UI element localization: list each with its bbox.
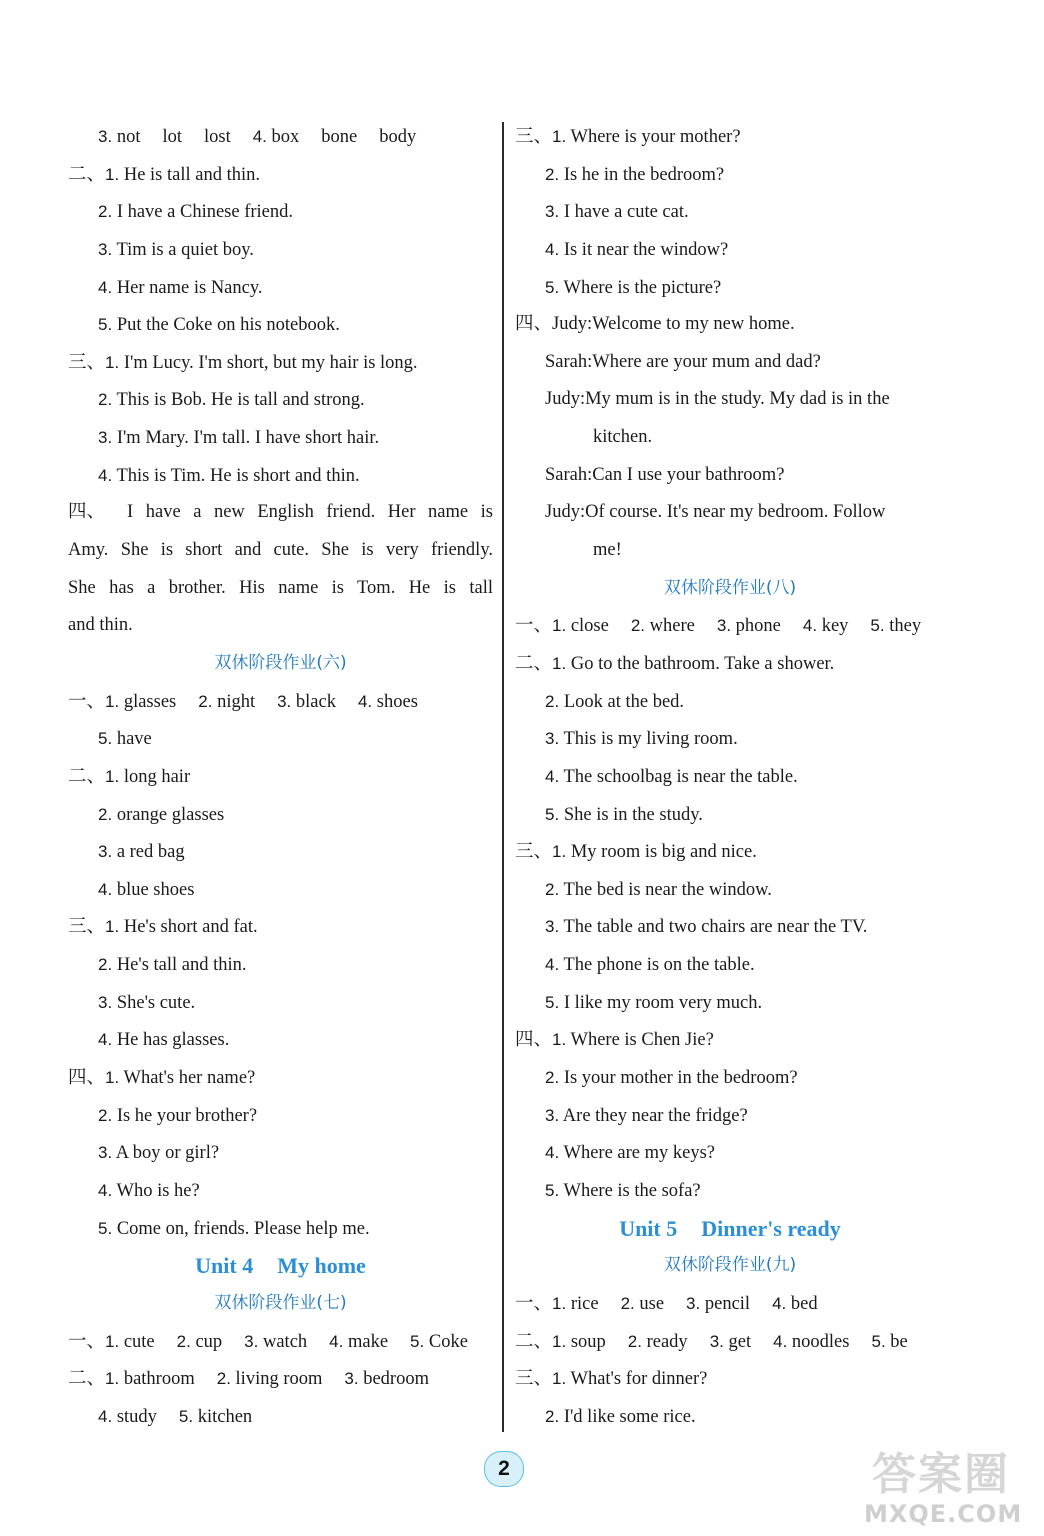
answer-text: noodles <box>791 1331 850 1352</box>
item-number: 4. <box>252 127 267 146</box>
item-number: 3. <box>98 127 113 146</box>
item-number: 1. <box>552 616 567 636</box>
item-number: 4. <box>329 1331 344 1351</box>
section-marker: 三、 <box>68 352 106 373</box>
item-number: 1. <box>105 917 120 937</box>
page-number-badge <box>484 1451 524 1487</box>
answer-line <box>515 908 945 946</box>
item-number: 3. <box>344 1369 359 1389</box>
answer-text: living room <box>235 1369 323 1390</box>
answer-text: The bed is near the window. <box>563 879 772 900</box>
answer-text: bed <box>790 1293 818 1314</box>
answer-line <box>68 946 493 984</box>
item-number: 2. <box>545 1406 560 1426</box>
right-column <box>515 118 945 1435</box>
item-number: 2. <box>545 879 560 899</box>
dialog-line: Sarah:Where are your mum and dad? <box>545 351 821 372</box>
answer-line <box>515 984 945 1022</box>
answer-line <box>515 1172 945 1210</box>
answer-line <box>68 457 493 495</box>
answer-line <box>68 306 493 344</box>
paragraph-text: and thin. <box>68 615 133 636</box>
answer-text: ready <box>646 1331 688 1352</box>
answer-line <box>68 381 493 419</box>
left-column <box>68 118 493 1435</box>
dialog-text: Of course. It's near my bedroom. Follow <box>585 502 886 523</box>
dialog-line: 四、Judy:Welcome to my new home. <box>515 306 945 344</box>
answer-text: He's short and fat. <box>123 917 258 938</box>
item-number: 3. <box>98 1143 113 1163</box>
answer-line <box>515 871 945 909</box>
answer-text: study <box>116 1406 157 1427</box>
item-number: 1. <box>105 352 120 372</box>
item-number: 1. <box>552 1293 567 1313</box>
dialog-line: Judy:Of course. It's near my bedroom. Follow <box>545 502 886 523</box>
item-number: 2. <box>545 691 560 711</box>
answer-line <box>68 1360 493 1398</box>
item-number: 2. <box>98 390 113 410</box>
section-marker: 一、 <box>515 1293 553 1314</box>
section-marker: 三、 <box>515 127 553 147</box>
answer-text: Who is he? <box>116 1180 200 1201</box>
answer-text: Where is Chen Jie? <box>570 1030 714 1051</box>
item-number: 3. <box>98 992 113 1012</box>
item-number: 1. <box>105 1331 120 1351</box>
answer-line <box>68 1210 493 1248</box>
column-divider <box>502 122 504 1432</box>
answer-line <box>68 984 493 1022</box>
section-heading: 双休阶段作业(七) <box>214 1292 347 1313</box>
answer-text: bathroom <box>123 1369 195 1390</box>
item-number: 2. <box>627 1331 642 1351</box>
answer-text: She's cute. <box>116 992 196 1013</box>
item-number: 5. <box>545 992 560 1012</box>
answer-text: rice <box>570 1293 599 1314</box>
paragraph-line <box>68 532 493 570</box>
item-number: 2. <box>620 1293 635 1313</box>
item-number: 2. <box>545 1068 560 1088</box>
watermark-url: MXQE.COM <box>864 1500 1023 1528</box>
answer-text: Come on, friends. Please help me. <box>116 1218 370 1239</box>
answer-line <box>515 758 945 796</box>
answer-line <box>68 683 493 721</box>
answer-text: they <box>889 616 922 637</box>
item-number: 3. <box>545 1105 560 1125</box>
paragraph-line <box>68 607 493 645</box>
answer-line <box>68 796 493 834</box>
answer-text: use <box>639 1293 665 1314</box>
answer-text: box <box>271 127 300 147</box>
item-number: 3. <box>545 729 560 749</box>
answer-line <box>515 796 945 834</box>
dialog-line <box>515 532 945 570</box>
answer-line <box>68 720 493 758</box>
section-marker: 二、 <box>68 1369 106 1390</box>
item-number: 4. <box>98 1406 113 1426</box>
answer-text: black <box>295 691 336 712</box>
item-number: 3. <box>545 202 560 222</box>
answer-text: Tim is a quiet boy. <box>116 239 254 260</box>
section-marker: 四、 <box>68 1068 106 1089</box>
answer-line <box>515 1285 945 1323</box>
answer-text: glasses <box>123 691 177 712</box>
answer-line <box>515 231 945 269</box>
answer-line <box>515 1059 945 1097</box>
item-number: 5. <box>98 729 113 749</box>
unit-name: Dinner's ready <box>701 1215 841 1241</box>
answer-line <box>515 1323 945 1361</box>
answer-text: The schoolbag is near the table. <box>563 766 798 787</box>
item-number: 1. <box>105 1068 120 1088</box>
answer-text: kitchen <box>197 1406 253 1427</box>
watermark-text: 答案圈 <box>872 1449 1010 1500</box>
answer-line <box>68 419 493 457</box>
answer-text: night <box>217 691 256 712</box>
answer-text: I like my room very much. <box>563 992 763 1013</box>
answer-text: bone <box>321 127 358 147</box>
dialog-text: My mum is in the study. My dad is in the <box>585 389 890 410</box>
answer-text: What's for dinner? <box>570 1369 708 1390</box>
page-number: 2 <box>498 1457 510 1480</box>
answer-text: This is Bob. He is tall and strong. <box>116 390 365 411</box>
item-number: 5. <box>178 1406 194 1426</box>
section-marker: 二、 <box>515 1331 553 1352</box>
unit-title <box>515 1210 945 1248</box>
item-number: 4. <box>357 691 373 711</box>
answer-text: The phone is on the table. <box>563 955 755 976</box>
answer-line <box>515 269 945 307</box>
answer-text: I have a cute cat. <box>563 202 689 223</box>
item-number: 3. <box>98 239 113 259</box>
answer-text: What's her name? <box>123 1068 256 1089</box>
item-number: 3. <box>98 428 113 448</box>
dialog-text: me! <box>593 540 622 561</box>
answer-text: be <box>890 1331 908 1352</box>
answer-text: Is your mother in the bedroom? <box>563 1068 798 1089</box>
section-heading: 双休阶段作业(九) <box>663 1255 797 1276</box>
answer-text: Put the Coke on his notebook. <box>116 315 340 336</box>
answer-line <box>515 833 945 871</box>
item-number: 2. <box>198 691 213 711</box>
answer-text: Is he your brother? <box>116 1105 258 1126</box>
answer-text: The table and two chairs are near the TV. <box>563 917 868 938</box>
answer-line <box>68 1021 493 1059</box>
answer-line <box>515 683 945 721</box>
answer-text: Coke <box>428 1331 468 1352</box>
answer-text: key <box>821 616 849 637</box>
answer-line <box>515 1097 945 1135</box>
section-marker: 一、 <box>68 1331 106 1352</box>
section-heading: 双休阶段作业(八) <box>663 577 797 598</box>
item-number: 2. <box>545 164 560 184</box>
dialog-speaker: Sarah <box>545 464 588 485</box>
section-marker: 四、 <box>515 314 553 335</box>
answer-text: soup <box>570 1331 606 1352</box>
answer-text: My room is big and nice. <box>570 842 757 863</box>
item-number: 4. <box>772 1293 787 1313</box>
item-number: 1. <box>552 1331 567 1351</box>
answer-line <box>515 946 945 984</box>
section-marker: 三、 <box>515 1369 553 1390</box>
paragraph-text: She has a brother. His name is Tom. He is tall <box>68 577 493 598</box>
answer-text: bedroom <box>363 1369 429 1390</box>
item-number: 3. <box>686 1293 701 1313</box>
answer-text: He is tall and thin. <box>123 164 260 185</box>
answer-text: I'm Mary. I'm tall. I have short hair. <box>116 428 380 449</box>
answer-line <box>68 871 493 909</box>
item-number: 4. <box>98 1030 113 1050</box>
answer-line <box>515 720 945 758</box>
item-number: 1. <box>552 1030 567 1050</box>
paragraph-line <box>68 570 493 608</box>
answer-text: This is Tim. He is short and thin. <box>116 465 360 486</box>
item-number: 1. <box>105 766 120 786</box>
answer-line <box>515 118 945 156</box>
answer-line <box>68 231 493 269</box>
answer-line <box>515 607 945 645</box>
dialog-line <box>515 419 945 457</box>
item-number: 5. <box>98 1218 113 1238</box>
answer-line <box>68 193 493 231</box>
answer-text: Where are my keys? <box>563 1143 715 1164</box>
dialog-speaker: Judy <box>545 502 580 523</box>
section-marker: 四、 <box>68 502 106 523</box>
section-marker: 二、 <box>68 766 106 787</box>
section-marker: 一、 <box>515 616 553 637</box>
item-number: 5. <box>545 1180 560 1200</box>
item-number: 1. <box>105 164 120 184</box>
item-number: 4. <box>98 1180 113 1200</box>
answer-text: orange glasses <box>116 804 225 825</box>
item-number: 5. <box>410 1331 425 1351</box>
answer-line <box>68 758 493 796</box>
dialog-speaker: Judy <box>552 314 587 335</box>
section-heading: 双休阶段作业(六) <box>214 652 347 673</box>
watermark-logo <box>862 1438 1040 1533</box>
dialog-speaker: Judy <box>545 389 580 410</box>
section-marker: 二、 <box>68 164 106 185</box>
item-number: 3. <box>244 1331 259 1351</box>
item-number: 1. <box>105 1369 120 1389</box>
answer-text: where <box>649 616 695 637</box>
answer-line <box>515 1134 945 1172</box>
item-number: 1. <box>552 842 567 862</box>
item-number: 3. <box>716 616 732 636</box>
section-marker: 一、 <box>68 691 106 712</box>
item-number: 4. <box>98 465 113 485</box>
answer-line <box>68 1059 493 1097</box>
answer-text: Her name is Nancy. <box>116 277 263 298</box>
answer-line <box>515 193 945 231</box>
dialog-text: kitchen. <box>593 427 653 448</box>
answer-text: cute <box>123 1331 155 1352</box>
dialog-line: Judy:My mum is in the study. My dad is in the <box>545 389 890 410</box>
item-number: 3. <box>545 917 560 937</box>
answer-line <box>68 833 493 871</box>
item-number: 5. <box>870 616 885 636</box>
item-number: 2. <box>98 1105 113 1125</box>
answer-text: Is it near the window? <box>563 239 729 260</box>
answer-text: She is in the study. <box>563 804 703 825</box>
answer-text: I have a Chinese friend. <box>116 202 294 223</box>
answer-text: not <box>116 127 141 147</box>
answer-line <box>515 1398 945 1436</box>
answer-line <box>68 908 493 946</box>
dialog-text: Can I use your bathroom? <box>592 464 785 485</box>
answer-text: body <box>379 127 417 147</box>
answer-text: Is he in the bedroom? <box>563 164 725 185</box>
answer-line <box>515 645 945 683</box>
item-number: 4. <box>545 1143 560 1163</box>
unit-number: Unit 5 <box>619 1215 678 1241</box>
answer-text: He's tall and thin. <box>116 955 247 976</box>
item-number: 3. <box>98 842 113 862</box>
unit-name: My home <box>277 1253 366 1279</box>
answer-text: make <box>347 1331 389 1352</box>
item-number: 2. <box>216 1369 231 1389</box>
answer-text: Where is the picture? <box>563 277 722 298</box>
answer-line <box>68 269 493 307</box>
answer-text: cup <box>195 1331 223 1352</box>
answer-text: pencil <box>704 1293 751 1314</box>
item-number: 1. <box>552 127 567 146</box>
answer-text: shoes <box>376 691 418 712</box>
item-number: 2. <box>630 616 646 636</box>
item-number: 1. <box>105 691 120 711</box>
answer-text: Where is the sofa? <box>563 1180 701 1201</box>
item-number: 5. <box>871 1331 886 1351</box>
answer-text: lost <box>203 127 231 147</box>
answer-text: watch <box>262 1331 308 1352</box>
paragraph-line <box>68 494 493 532</box>
answer-line <box>68 118 493 156</box>
unit-title <box>68 1247 493 1285</box>
answer-text: A boy or girl? <box>115 1143 220 1164</box>
item-number: 5. <box>545 804 560 824</box>
section-marker: 三、 <box>515 842 553 863</box>
item-number: 2. <box>98 202 113 222</box>
item-number: 1. <box>552 1369 567 1389</box>
answer-line <box>68 1172 493 1210</box>
item-number: 4. <box>773 1331 788 1351</box>
item-number: 3. <box>277 691 292 711</box>
item-number: 2. <box>98 804 113 824</box>
item-number: 4. <box>545 766 560 786</box>
answer-line <box>68 1097 493 1135</box>
answer-text: I'd like some rice. <box>563 1406 696 1427</box>
section-marker: 三、 <box>68 917 106 938</box>
paragraph-text: Amy. She is short and cute. She is very friendly. <box>68 540 493 561</box>
answer-line <box>68 1323 493 1361</box>
answer-text: close <box>570 616 609 637</box>
item-number: 3. <box>709 1331 724 1351</box>
item-number: 4. <box>545 955 560 975</box>
dialog-line: Sarah:Can I use your bathroom? <box>545 464 785 485</box>
answer-line <box>515 156 945 194</box>
answer-line <box>68 1398 493 1436</box>
answer-line <box>515 1021 945 1059</box>
item-number: 4. <box>802 616 818 636</box>
answer-text: blue shoes <box>116 879 195 900</box>
answer-line <box>68 344 493 382</box>
item-number: 4. <box>98 879 113 899</box>
paragraph-text: I have a new English friend. Her name is <box>127 502 493 523</box>
item-number: 2. <box>98 955 113 975</box>
item-number: 1. <box>552 653 567 673</box>
answer-text: Go to the bathroom. Take a shower. <box>570 653 835 674</box>
item-number: 4. <box>545 239 560 259</box>
answer-text: phone <box>735 616 781 637</box>
answer-text: Look at the bed. <box>563 691 685 712</box>
item-number: 5. <box>98 315 113 335</box>
answer-text: have <box>116 729 152 750</box>
item-number: 5. <box>545 277 560 297</box>
section-marker: 二、 <box>515 653 553 674</box>
answer-line <box>515 1360 945 1398</box>
answer-text: get <box>728 1331 752 1352</box>
dialog-text: Welcome to my new home. <box>592 314 795 335</box>
dialog-text: Where are your mum and dad? <box>592 351 821 372</box>
answer-line <box>68 1134 493 1172</box>
answer-text: Are they near the fridge? <box>562 1105 748 1126</box>
item-number: 4. <box>98 277 113 297</box>
answer-text: Where is your mother? <box>570 127 741 147</box>
answer-text: I'm Lucy. I'm short, but my hair is long. <box>123 352 418 373</box>
dialog-speaker: Sarah <box>545 351 588 372</box>
answer-text: a red bag <box>116 842 185 863</box>
answer-text: He has glasses. <box>116 1030 230 1051</box>
answer-line <box>68 156 493 194</box>
answer-text: long hair <box>123 766 191 787</box>
item-number: 2. <box>176 1331 191 1351</box>
answer-text: lot <box>162 127 182 147</box>
answer-text: This is my living room. <box>563 729 738 750</box>
section-marker: 四、 <box>515 1030 553 1051</box>
unit-number: Unit 4 <box>195 1253 254 1279</box>
